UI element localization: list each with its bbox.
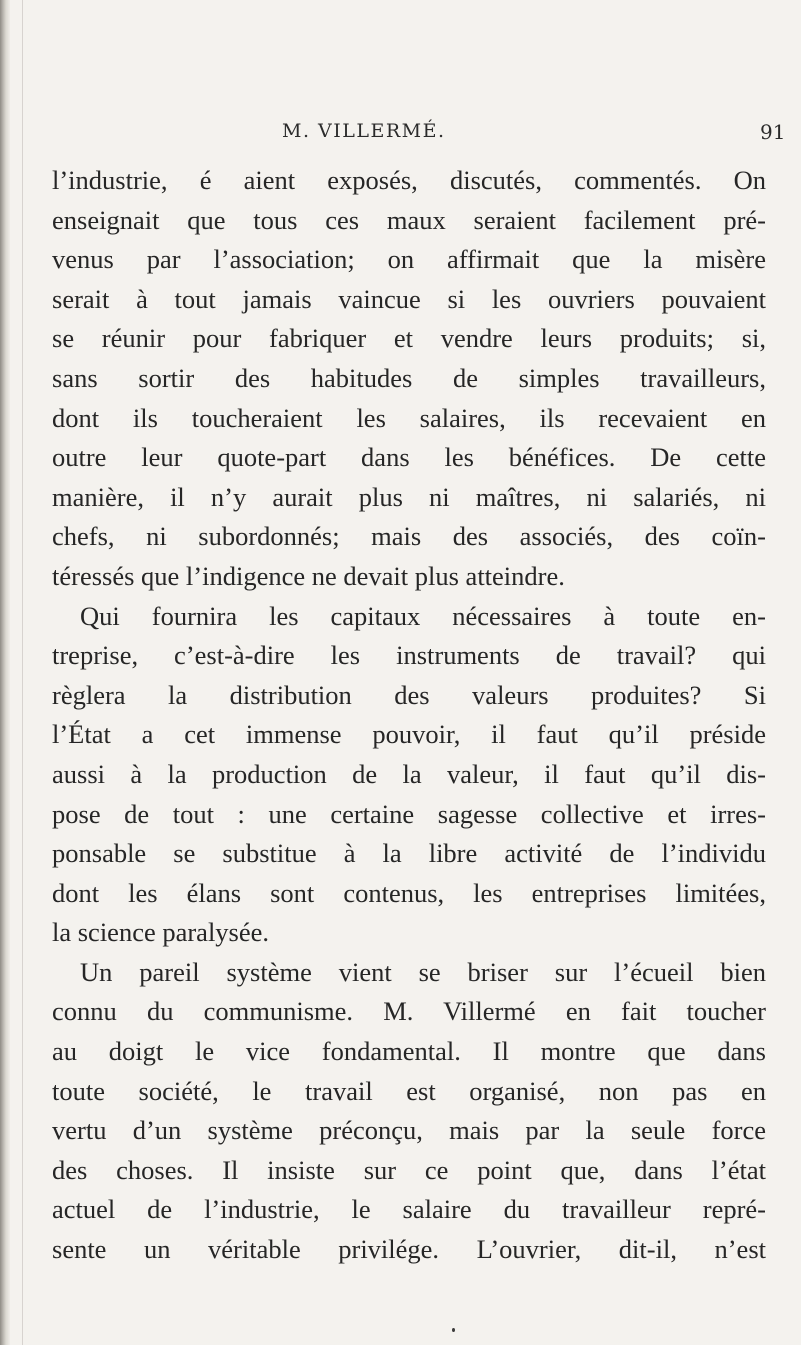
text-line: sente un véritable privilége. L’ouvrier, dit-il, n’est [52, 1234, 766, 1265]
text-line: chefs, ni subordonnés; mais des associés, des coïn- [52, 521, 766, 552]
text-line: enseignait que tous ces maux seraient facilement pré- [52, 204, 766, 235]
text-line: aussi à la production de la valeur, il faut qu’il dis- [52, 758, 766, 789]
text-line: treprise, c’est-à-dire les instruments de travail? qui [52, 640, 766, 671]
text-line: actuel de l’industrie, le salaire du travailleur repré- [52, 1194, 766, 1225]
page-gutter-shadow [0, 0, 10, 1345]
text-line: se réunir pour fabriquer et vendre leurs produits; si, [52, 323, 766, 354]
paper-speck [452, 1328, 455, 1332]
text-line: au doigt le vice fondamental. Il montre que dans [52, 1036, 766, 1067]
page-number: 91 [760, 120, 786, 144]
text-line: venus par l’association; on affirmait que la misère [52, 244, 766, 275]
text-line: téressés que l’indigence ne devait plus atteindre. [52, 560, 565, 591]
text-line: des choses. Il insiste sur ce point que, dans l’état [52, 1154, 766, 1185]
text-line: Qui fournira les capitaux nécessaires à toute en- [80, 600, 766, 631]
text-line: sans sortir des habitudes de simples travailleurs, [52, 362, 766, 393]
text-line: serait à tout jamais vaincue si les ouvriers pouvaient [52, 283, 766, 314]
text-line: ponsable se substitue à la libre activité de l’individu [52, 838, 766, 869]
text-line: manière, il n’y aurait plus ni maîtres, ni salariés, ni [52, 481, 766, 512]
text-line: outre leur quote-part dans les bénéfices. De cette [52, 442, 766, 473]
text-line: dont les élans sont contenus, les entreprises limitées, [52, 877, 766, 908]
text-line: l’État a cet immense pouvoir, il faut qu’il préside [52, 719, 766, 750]
running-head: M. VILLERMÉ. [282, 120, 446, 142]
text-line: dont ils toucheraient les salaires, ils recevaient en [52, 402, 766, 433]
text-line: la science paralysée. [52, 917, 270, 948]
body-text [52, 161, 766, 1270]
text-line: pose de tout : une certaine sagesse collective et irres- [52, 798, 766, 829]
text-line: connu du communisme. M. Villermé en fait toucher [52, 996, 766, 1027]
text-line: règlera la distribution des valeurs produites? Si [52, 679, 766, 710]
text-line: toute société, le travail est organisé, non pas en [52, 1075, 766, 1106]
page-fold-line [22, 0, 23, 1345]
page-header [0, 120, 801, 150]
text-line: Un pareil système vient se briser sur l’écueil bien [80, 956, 766, 987]
text-line: vertu d’un système préconçu, mais par la seule force [52, 1115, 766, 1146]
text-line: l’industrie, é aient exposés, discutés, commentés. On [52, 165, 766, 195]
